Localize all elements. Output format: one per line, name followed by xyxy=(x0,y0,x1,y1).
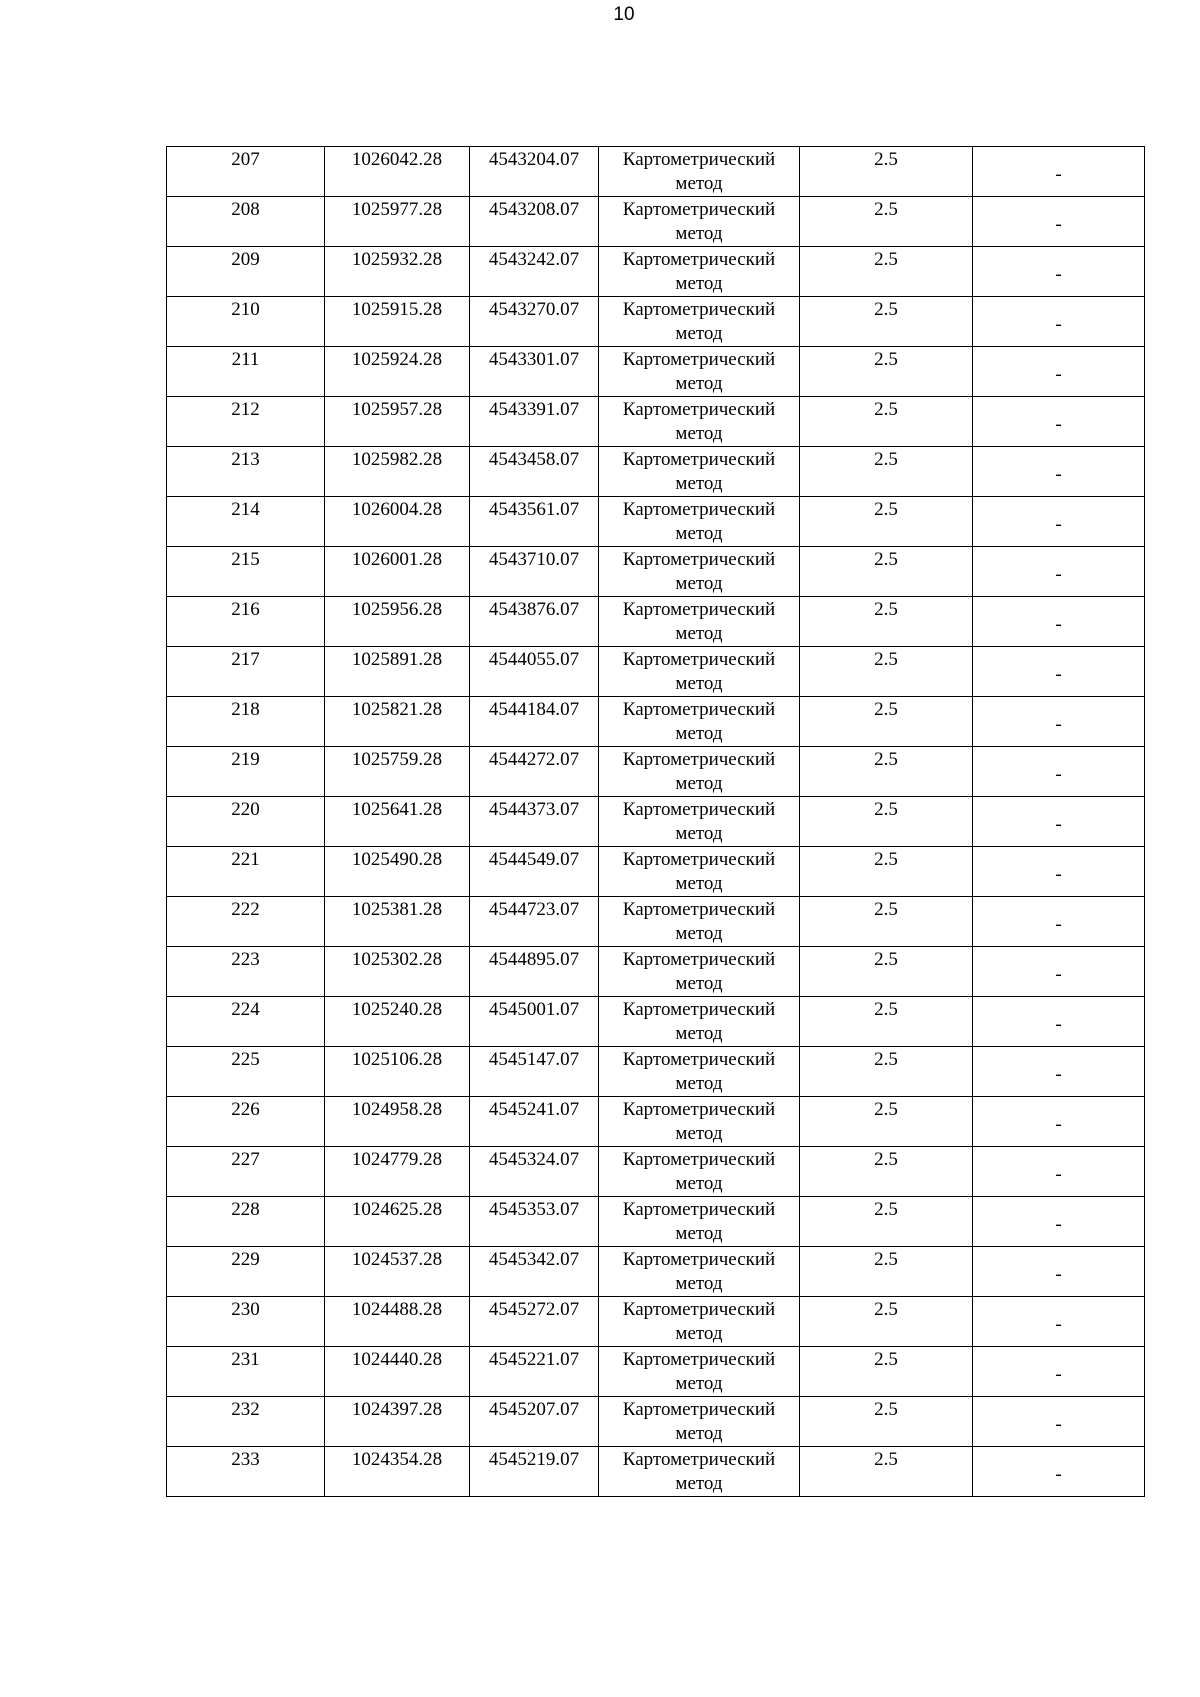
x-coordinate-cell: 1024958.28 xyxy=(325,1097,470,1147)
point-number-cell: 226 xyxy=(167,1097,325,1147)
point-number-cell: 229 xyxy=(167,1247,325,1297)
accuracy-cell: 2.5 xyxy=(800,947,973,997)
accuracy-cell: 2.5 xyxy=(800,847,973,897)
note-cell: - xyxy=(973,1047,1145,1097)
method-line-1: Картометрический xyxy=(622,299,776,320)
y-coordinate-cell: 4545207.07 xyxy=(470,1397,599,1447)
table-row xyxy=(167,947,1145,997)
method-cell xyxy=(599,1347,800,1397)
y-coordinate-cell: 4544184.07 xyxy=(470,697,599,747)
point-number-cell: 211 xyxy=(167,347,325,397)
x-coordinate-cell: 1024779.28 xyxy=(325,1147,470,1197)
x-coordinate-cell: 1026001.28 xyxy=(325,547,470,597)
method-line-1: Картометрический xyxy=(622,949,776,970)
table-row xyxy=(167,247,1145,297)
note-cell: - xyxy=(973,697,1145,747)
y-coordinate-cell: 4545353.07 xyxy=(470,1197,599,1247)
method-line-1: Картометрический xyxy=(622,1199,776,1220)
accuracy-cell: 2.5 xyxy=(800,297,973,347)
method-cell xyxy=(599,1147,800,1197)
point-number-cell: 221 xyxy=(167,847,325,897)
note-cell: - xyxy=(973,947,1145,997)
method-cell xyxy=(599,747,800,797)
method-cell xyxy=(599,497,800,547)
method-line-1: Картометрический xyxy=(622,1449,776,1470)
method-cell xyxy=(599,397,800,447)
point-number-cell: 208 xyxy=(167,197,325,247)
y-coordinate-cell: 4544373.07 xyxy=(470,797,599,847)
x-coordinate-cell: 1024397.28 xyxy=(325,1397,470,1447)
table-row xyxy=(167,1397,1145,1447)
method-cell xyxy=(599,797,800,847)
table-row xyxy=(167,897,1145,947)
point-number-cell: 218 xyxy=(167,697,325,747)
x-coordinate-cell: 1024440.28 xyxy=(325,1347,470,1397)
y-coordinate-cell: 4545272.07 xyxy=(470,1297,599,1347)
method-cell xyxy=(599,547,800,597)
table-row xyxy=(167,1047,1145,1097)
method-line-2: метод xyxy=(675,723,723,744)
x-coordinate-cell: 1024354.28 xyxy=(325,1447,470,1497)
note-cell: - xyxy=(973,397,1145,447)
point-number-cell: 224 xyxy=(167,997,325,1047)
y-coordinate-cell: 4545147.07 xyxy=(470,1047,599,1097)
accuracy-cell: 2.5 xyxy=(800,747,973,797)
accuracy-cell: 2.5 xyxy=(800,397,973,447)
note-cell: - xyxy=(973,447,1145,497)
x-coordinate-cell: 1025106.28 xyxy=(325,1047,470,1097)
x-coordinate-cell: 1025490.28 xyxy=(325,847,470,897)
method-line-1: Картометрический xyxy=(622,1349,776,1370)
y-coordinate-cell: 4543561.07 xyxy=(470,497,599,547)
method-cell xyxy=(599,1197,800,1247)
method-line-2: метод xyxy=(675,973,723,994)
coordinates-table xyxy=(166,146,1145,1497)
x-coordinate-cell: 1025932.28 xyxy=(325,247,470,297)
method-line-2: метод xyxy=(675,173,723,194)
method-line-2: метод xyxy=(675,1123,723,1144)
point-number-cell: 214 xyxy=(167,497,325,547)
method-line-2: метод xyxy=(675,1073,723,1094)
point-number-cell: 213 xyxy=(167,447,325,497)
method-line-2: метод xyxy=(675,573,723,594)
method-line-1: Картометрический xyxy=(622,1099,776,1120)
accuracy-cell: 2.5 xyxy=(800,797,973,847)
accuracy-cell: 2.5 xyxy=(800,597,973,647)
method-line-2: метод xyxy=(675,273,723,294)
note-cell: - xyxy=(973,297,1145,347)
point-number-cell: 223 xyxy=(167,947,325,997)
method-line-1: Картометрический xyxy=(622,149,776,170)
method-line-1: Картометрический xyxy=(622,1049,776,1070)
accuracy-cell: 2.5 xyxy=(800,147,973,197)
note-cell: - xyxy=(973,197,1145,247)
x-coordinate-cell: 1025641.28 xyxy=(325,797,470,847)
y-coordinate-cell: 4544272.07 xyxy=(470,747,599,797)
method-cell xyxy=(599,1247,800,1297)
accuracy-cell: 2.5 xyxy=(800,497,973,547)
accuracy-cell: 2.5 xyxy=(800,1097,973,1147)
y-coordinate-cell: 4545221.07 xyxy=(470,1347,599,1397)
accuracy-cell: 2.5 xyxy=(800,547,973,597)
method-line-1: Картометрический xyxy=(622,349,776,370)
method-line-2: метод xyxy=(675,1423,723,1444)
note-cell: - xyxy=(973,147,1145,197)
y-coordinate-cell: 4545324.07 xyxy=(470,1147,599,1197)
x-coordinate-cell: 1026004.28 xyxy=(325,497,470,547)
method-line-1: Картометрический xyxy=(622,1249,776,1270)
x-coordinate-cell: 1025381.28 xyxy=(325,897,470,947)
note-cell: - xyxy=(973,497,1145,547)
point-number-cell: 231 xyxy=(167,1347,325,1397)
note-cell: - xyxy=(973,1147,1145,1197)
y-coordinate-cell: 4543242.07 xyxy=(470,247,599,297)
method-cell xyxy=(599,897,800,947)
method-line-1: Картометрический xyxy=(622,249,776,270)
method-line-1: Картометрический xyxy=(622,549,776,570)
method-line-2: метод xyxy=(675,673,723,694)
note-cell: - xyxy=(973,1447,1145,1497)
method-line-2: метод xyxy=(675,323,723,344)
y-coordinate-cell: 4543391.07 xyxy=(470,397,599,447)
method-cell xyxy=(599,1447,800,1497)
point-number-cell: 230 xyxy=(167,1297,325,1347)
method-line-2: метод xyxy=(675,623,723,644)
table-row xyxy=(167,297,1145,347)
method-line-2: метод xyxy=(675,523,723,544)
note-cell: - xyxy=(973,1197,1145,1247)
x-coordinate-cell: 1025956.28 xyxy=(325,597,470,647)
method-line-1: Картометрический xyxy=(622,849,776,870)
method-line-2: метод xyxy=(675,773,723,794)
y-coordinate-cell: 4543301.07 xyxy=(470,347,599,397)
y-coordinate-cell: 4543710.07 xyxy=(470,547,599,597)
note-cell: - xyxy=(973,547,1145,597)
point-number-cell: 207 xyxy=(167,147,325,197)
x-coordinate-cell: 1025759.28 xyxy=(325,747,470,797)
point-number-cell: 233 xyxy=(167,1447,325,1497)
method-cell xyxy=(599,197,800,247)
accuracy-cell: 2.5 xyxy=(800,347,973,397)
y-coordinate-cell: 4545219.07 xyxy=(470,1447,599,1497)
table-row xyxy=(167,497,1145,547)
accuracy-cell: 2.5 xyxy=(800,997,973,1047)
note-cell: - xyxy=(973,997,1145,1047)
method-line-1: Картометрический xyxy=(622,999,776,1020)
y-coordinate-cell: 4545342.07 xyxy=(470,1247,599,1297)
method-line-2: метод xyxy=(675,1023,723,1044)
method-line-1: Картометрический xyxy=(622,1149,776,1170)
y-coordinate-cell: 4543208.07 xyxy=(470,197,599,247)
point-number-cell: 232 xyxy=(167,1397,325,1447)
accuracy-cell: 2.5 xyxy=(800,697,973,747)
accuracy-cell: 2.5 xyxy=(800,197,973,247)
method-line-2: метод xyxy=(675,1273,723,1294)
table-row xyxy=(167,1147,1145,1197)
note-cell: - xyxy=(973,597,1145,647)
x-coordinate-cell: 1025240.28 xyxy=(325,997,470,1047)
accuracy-cell: 2.5 xyxy=(800,647,973,697)
point-number-cell: 225 xyxy=(167,1047,325,1097)
method-line-2: метод xyxy=(675,373,723,394)
method-line-1: Картометрический xyxy=(622,499,776,520)
y-coordinate-cell: 4543876.07 xyxy=(470,597,599,647)
accuracy-cell: 2.5 xyxy=(800,1347,973,1397)
table-row xyxy=(167,147,1145,197)
method-line-1: Картометрический xyxy=(622,599,776,620)
x-coordinate-cell: 1026042.28 xyxy=(325,147,470,197)
method-cell xyxy=(599,647,800,697)
method-line-2: метод xyxy=(675,1223,723,1244)
method-line-2: метод xyxy=(675,223,723,244)
method-cell xyxy=(599,697,800,747)
table-row xyxy=(167,1197,1145,1247)
table-row xyxy=(167,447,1145,497)
point-number-cell: 210 xyxy=(167,297,325,347)
y-coordinate-cell: 4544055.07 xyxy=(470,647,599,697)
point-number-cell: 227 xyxy=(167,1147,325,1197)
method-cell xyxy=(599,1097,800,1147)
table-row xyxy=(167,1347,1145,1397)
x-coordinate-cell: 1025302.28 xyxy=(325,947,470,997)
note-cell: - xyxy=(973,647,1145,697)
point-number-cell: 217 xyxy=(167,647,325,697)
method-line-1: Картометрический xyxy=(622,699,776,720)
point-number-cell: 215 xyxy=(167,547,325,597)
y-coordinate-cell: 4544549.07 xyxy=(470,847,599,897)
method-cell xyxy=(599,947,800,997)
table-row xyxy=(167,597,1145,647)
table-row xyxy=(167,1297,1145,1347)
accuracy-cell: 2.5 xyxy=(800,1397,973,1447)
accuracy-cell: 2.5 xyxy=(800,1447,973,1497)
method-cell xyxy=(599,1297,800,1347)
method-line-2: метод xyxy=(675,1373,723,1394)
note-cell: - xyxy=(973,1097,1145,1147)
method-cell xyxy=(599,297,800,347)
x-coordinate-cell: 1025924.28 xyxy=(325,347,470,397)
note-cell: - xyxy=(973,1347,1145,1397)
table-row xyxy=(167,647,1145,697)
x-coordinate-cell: 1025915.28 xyxy=(325,297,470,347)
table-row xyxy=(167,397,1145,447)
method-cell xyxy=(599,247,800,297)
method-cell xyxy=(599,997,800,1047)
method-cell xyxy=(599,597,800,647)
method-line-2: метод xyxy=(675,423,723,444)
table-row xyxy=(167,197,1145,247)
table-row xyxy=(167,997,1145,1047)
note-cell: - xyxy=(973,247,1145,297)
x-coordinate-cell: 1025891.28 xyxy=(325,647,470,697)
y-coordinate-cell: 4543270.07 xyxy=(470,297,599,347)
method-cell xyxy=(599,1397,800,1447)
y-coordinate-cell: 4545241.07 xyxy=(470,1097,599,1147)
method-cell xyxy=(599,147,800,197)
point-number-cell: 209 xyxy=(167,247,325,297)
point-number-cell: 216 xyxy=(167,597,325,647)
method-cell xyxy=(599,847,800,897)
point-number-cell: 228 xyxy=(167,1197,325,1247)
point-number-cell: 219 xyxy=(167,747,325,797)
method-line-2: метод xyxy=(675,1323,723,1344)
table-row xyxy=(167,797,1145,847)
table-row xyxy=(167,1247,1145,1297)
method-line-2: метод xyxy=(675,473,723,494)
method-line-1: Картометрический xyxy=(622,399,776,420)
accuracy-cell: 2.5 xyxy=(800,1147,973,1197)
table-row xyxy=(167,847,1145,897)
method-line-2: метод xyxy=(675,823,723,844)
x-coordinate-cell: 1024488.28 xyxy=(325,1297,470,1347)
y-coordinate-cell: 4543204.07 xyxy=(470,147,599,197)
method-cell xyxy=(599,347,800,397)
note-cell: - xyxy=(973,1247,1145,1297)
coordinates-table-body xyxy=(167,147,1145,1497)
accuracy-cell: 2.5 xyxy=(800,247,973,297)
x-coordinate-cell: 1024625.28 xyxy=(325,1197,470,1247)
method-line-1: Картометрический xyxy=(622,1299,776,1320)
accuracy-cell: 2.5 xyxy=(800,897,973,947)
y-coordinate-cell: 4544895.07 xyxy=(470,947,599,997)
method-line-1: Картометрический xyxy=(622,1399,776,1420)
x-coordinate-cell: 1025982.28 xyxy=(325,447,470,497)
note-cell: - xyxy=(973,1397,1145,1447)
method-line-2: метод xyxy=(675,873,723,894)
x-coordinate-cell: 1025957.28 xyxy=(325,397,470,447)
y-coordinate-cell: 4544723.07 xyxy=(470,897,599,947)
note-cell: - xyxy=(973,847,1145,897)
method-line-2: метод xyxy=(675,923,723,944)
note-cell: - xyxy=(973,347,1145,397)
accuracy-cell: 2.5 xyxy=(800,1197,973,1247)
table-row xyxy=(167,747,1145,797)
note-cell: - xyxy=(973,747,1145,797)
method-line-1: Картометрический xyxy=(622,649,776,670)
table-row xyxy=(167,547,1145,597)
method-line-1: Картометрический xyxy=(622,899,776,920)
point-number-cell: 222 xyxy=(167,897,325,947)
accuracy-cell: 2.5 xyxy=(800,1247,973,1297)
page-number: 10 xyxy=(613,4,635,25)
method-line-1: Картометрический xyxy=(622,799,776,820)
accuracy-cell: 2.5 xyxy=(800,447,973,497)
x-coordinate-cell: 1025821.28 xyxy=(325,697,470,747)
x-coordinate-cell: 1025977.28 xyxy=(325,197,470,247)
y-coordinate-cell: 4543458.07 xyxy=(470,447,599,497)
method-line-1: Картометрический xyxy=(622,449,776,470)
method-line-1: Картометрический xyxy=(622,749,776,770)
y-coordinate-cell: 4545001.07 xyxy=(470,997,599,1047)
table-row xyxy=(167,1097,1145,1147)
note-cell: - xyxy=(973,797,1145,847)
table-row xyxy=(167,697,1145,747)
table-row xyxy=(167,347,1145,397)
method-line-2: метод xyxy=(675,1173,723,1194)
point-number-cell: 220 xyxy=(167,797,325,847)
table-row xyxy=(167,1447,1145,1497)
accuracy-cell: 2.5 xyxy=(800,1297,973,1347)
method-cell xyxy=(599,1047,800,1097)
method-line-2: метод xyxy=(675,1473,723,1494)
point-number-cell: 212 xyxy=(167,397,325,447)
accuracy-cell: 2.5 xyxy=(800,1047,973,1097)
method-line-1: Картометрический xyxy=(622,199,776,220)
note-cell: - xyxy=(973,1297,1145,1347)
method-cell xyxy=(599,447,800,497)
note-cell: - xyxy=(973,897,1145,947)
x-coordinate-cell: 1024537.28 xyxy=(325,1247,470,1297)
